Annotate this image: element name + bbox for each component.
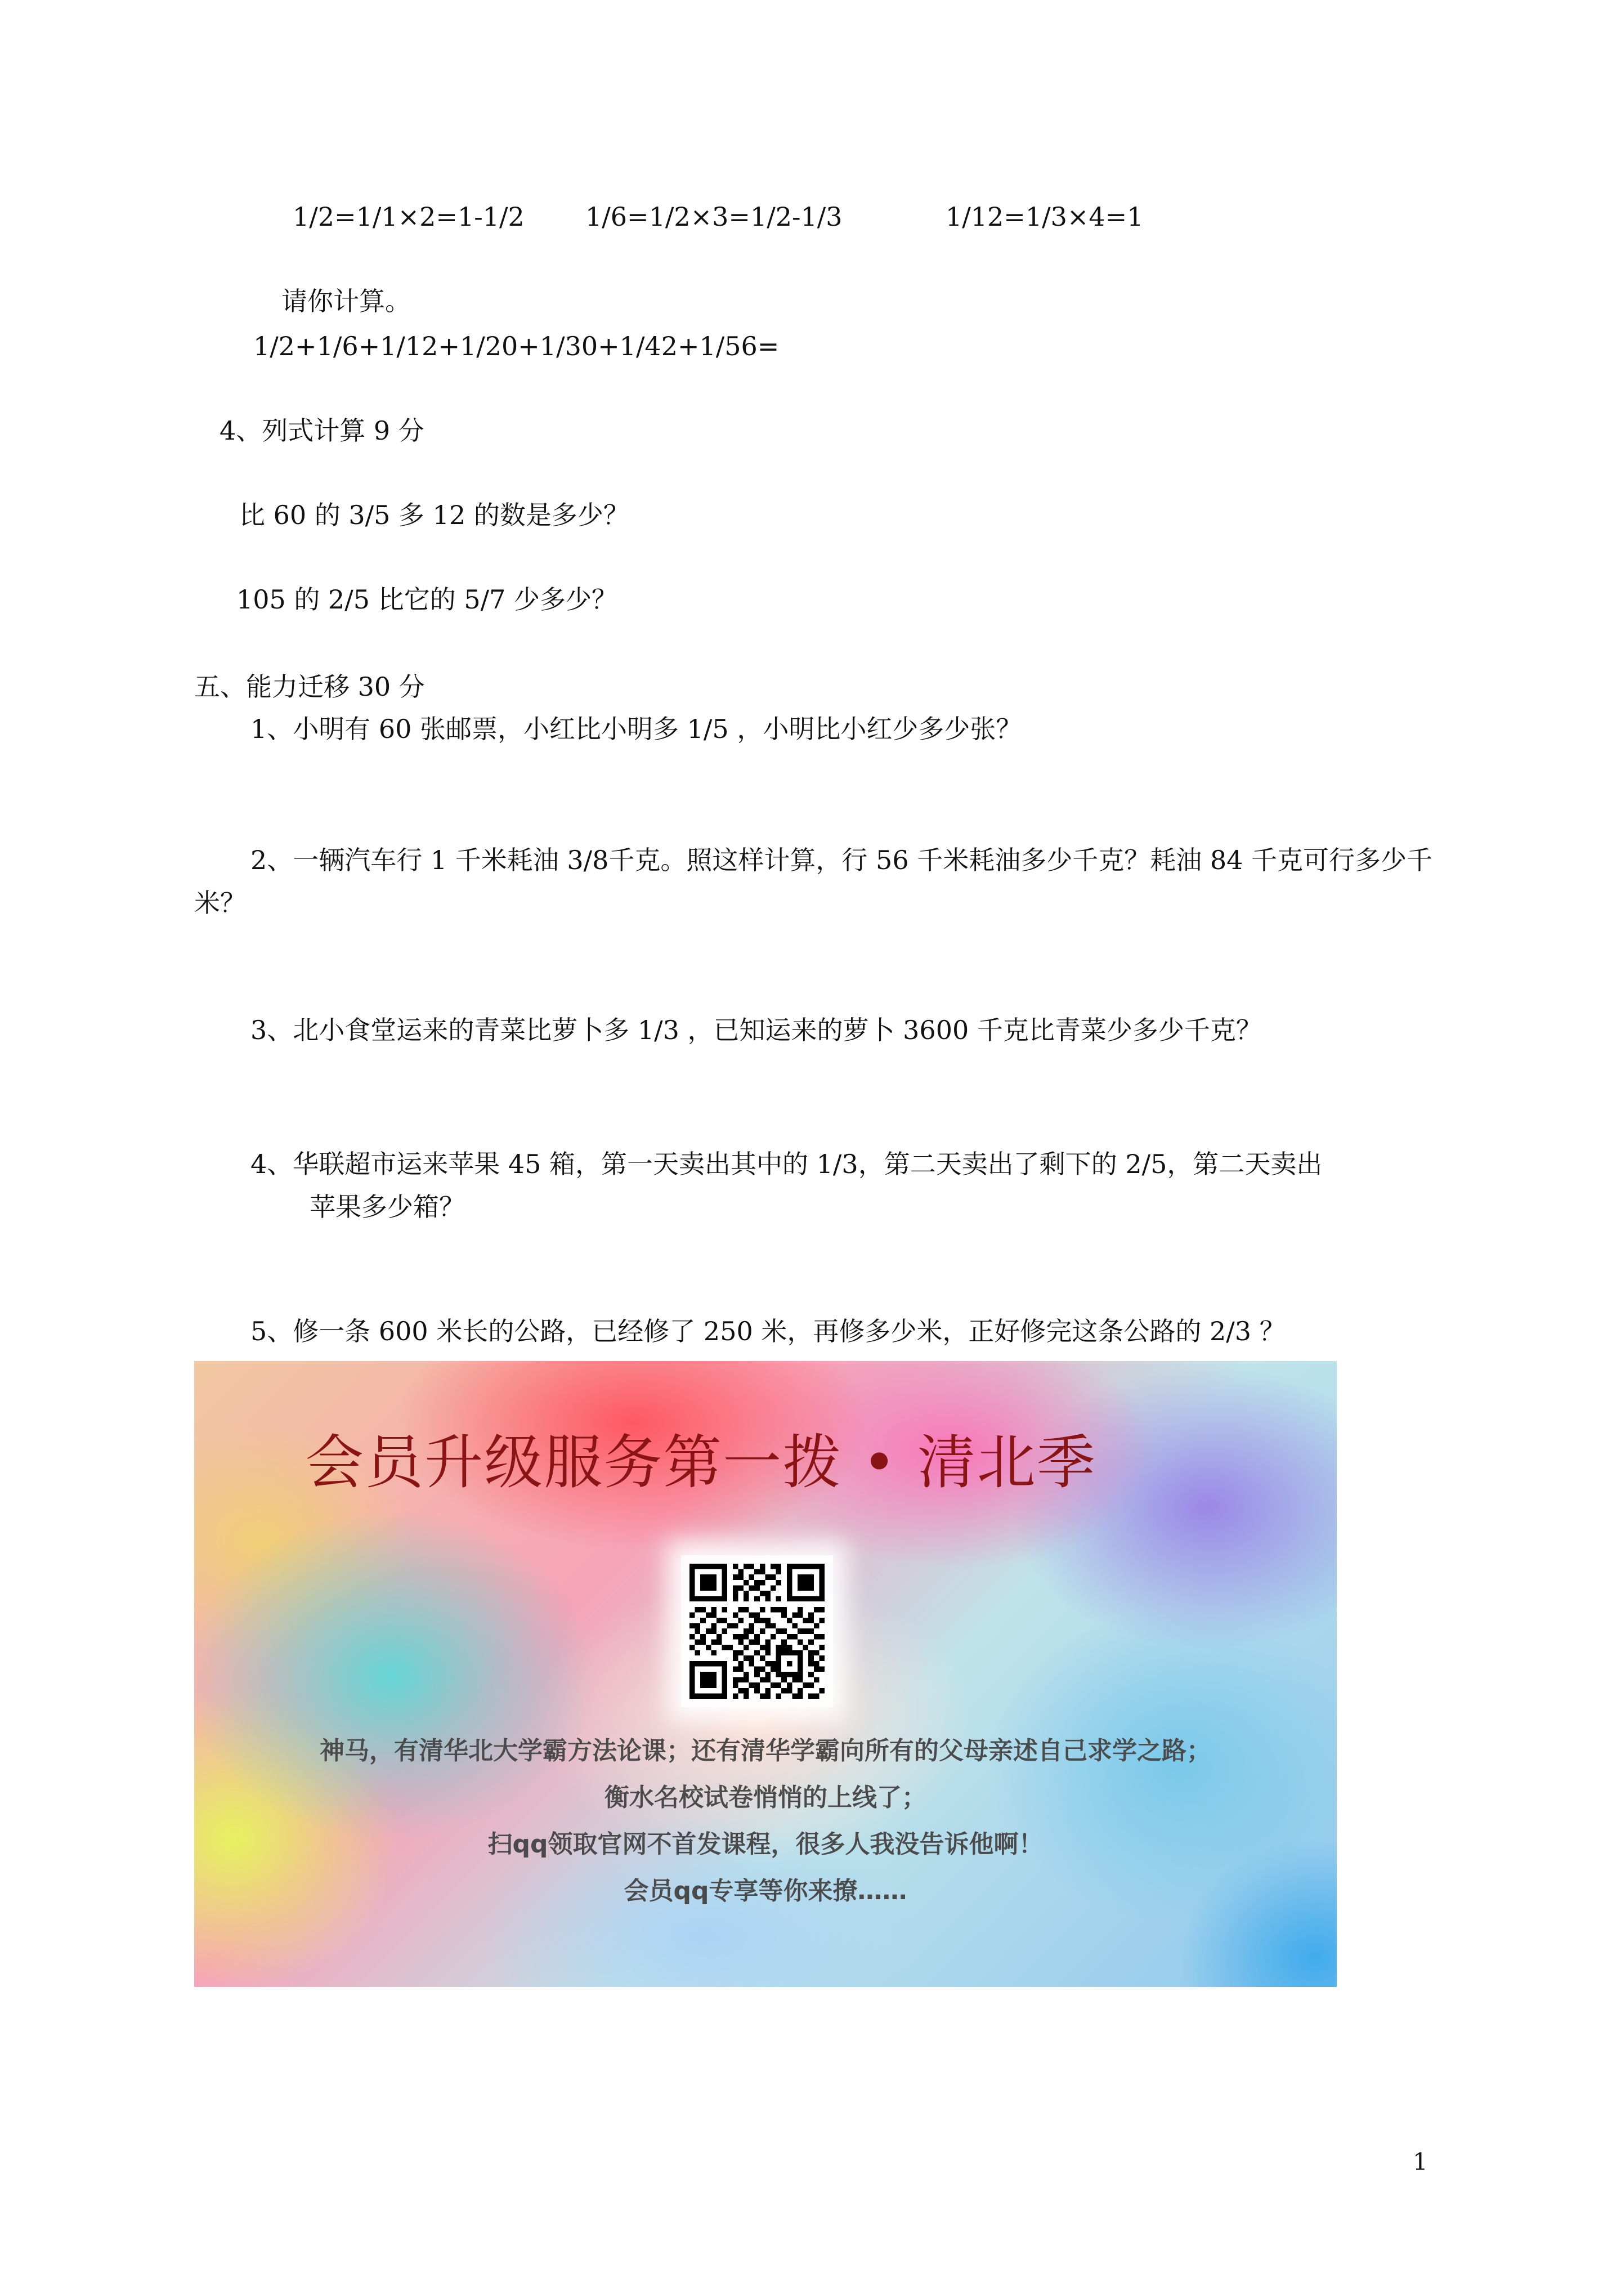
formula-2: 1/6=1/2×3=1/2-1/3 xyxy=(585,202,843,232)
question-4-item-b: 105 的 2/5 比它的 5/7 少多少？ xyxy=(236,584,617,615)
problem-4-line-1: 4、华联超市运来苹果 45 箱，第一天卖出其中的 1/3，第二天卖出了剩下的 2/5，第二天卖出 xyxy=(250,1149,1323,1179)
problem-5: 5、修一条 600 米长的公路，已经修了 250 米，再修多少米，正好修完这条公路的 2/3 ？ xyxy=(250,1316,1286,1346)
question-4-item-a: 比 60 的 3/5 多 12 的数是多少？ xyxy=(239,500,629,530)
problem-3: 3、北小食堂运来的青菜比萝卜多 1/3 ，已知运来的萝卜 3600 千克比青菜少多少千克？ xyxy=(250,1015,1262,1045)
question-4-heading: 4、列式计算 9 分 xyxy=(220,415,424,446)
calculate-prompt: 请你计算。 xyxy=(281,286,411,316)
problem-1: 1、小明有 60 张邮票，小红比小明多 1/5 ，小明比小红少多少张？ xyxy=(250,714,1022,744)
promo-banner[interactable] xyxy=(194,1361,1337,1987)
qr-code-graphic xyxy=(689,1564,825,1699)
problem-4 xyxy=(250,1143,1444,1228)
banner-line-2: 衡水名校试卷悄悄的上线了； xyxy=(604,1783,926,1812)
example-formulas xyxy=(293,200,1418,234)
page-number: 1 xyxy=(1413,2148,1428,2176)
banner-line-4: 会员qq专享等你来撩…… xyxy=(624,1877,907,1905)
problem-4-line-2: 苹果多少箱？ xyxy=(310,1192,465,1222)
banner-line-3: 扫qq领取官网不首发课程，很多人我没告诉他啊！ xyxy=(487,1830,1044,1859)
qr-code-icon[interactable] xyxy=(681,1555,833,1707)
problem-2: 2、一辆汽车行 1 千米耗油 3/8千克。照这样计算，行 56 千米耗油多少千克？耗油 84 千克可行多少千米？ xyxy=(194,845,1432,918)
banner-line-1: 神马，有清华北大学霸方法论课；还有清华学霸向所有的父母亲述自己求学之路； xyxy=(320,1736,1211,1765)
section-5-heading: 五、能力迁移 30 分 xyxy=(194,672,425,702)
formula-1: 1/2=1/1×2=1-1/2 xyxy=(293,202,525,232)
formula-3: 1/12=1/3×4=1 xyxy=(946,202,1144,232)
banner-title: 会员升级服务第一拨 • 清北季 xyxy=(305,1428,1096,1497)
sum-expression: 1/2+1/6+1/12+1/20+1/30+1/42+1/56= xyxy=(253,331,780,361)
